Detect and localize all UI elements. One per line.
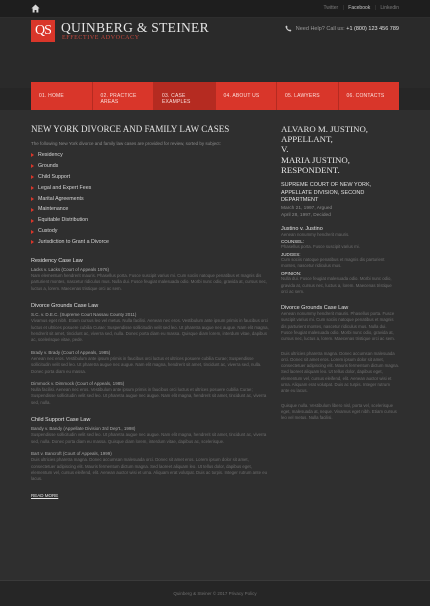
- topic-link[interactable]: Custody: [31, 228, 271, 239]
- topic-link[interactable]: Jurisdiction to Grant a Divorce: [31, 239, 271, 250]
- opinion-text: Nulla dui. Fusce feugiat malesuada odio. Morbi nunc odio, gravida at, cursus nec, luctus a, lorem. Maecenas tristique orci ac sem.: [281, 276, 392, 294]
- argued-date: March 21, 1997, Argued: [281, 206, 333, 212]
- phone-contact: [285, 25, 399, 32]
- nav-item-contacts[interactable]: 06. CONTACTS: [346, 93, 385, 99]
- social-link-twitter[interactable]: Twitter: [323, 5, 339, 11]
- page-title: NEW YORK DIVORCE AND FAMILY LAW CASES: [31, 124, 230, 134]
- section-title: Residency Case Law: [31, 258, 83, 265]
- counsel-text: Phasellus porta. Fusce suscipit varius mi.: [281, 244, 360, 250]
- title-line: APPELLANT,: [281, 134, 333, 145]
- top-bar: [0, 0, 430, 18]
- title-line: V.: [281, 144, 289, 155]
- social-links: [320, 5, 399, 11]
- nav-item-case-examples[interactable]: 03. CASE EXAMPLES: [154, 82, 216, 110]
- case-name: Dimmock v. Dimmock (Court of Appeals, 1985): [31, 381, 125, 387]
- topic-link[interactable]: Maintenance: [31, 206, 271, 217]
- case-name: Bart v. Bancroft (Court of Appeals, 1999): [31, 451, 112, 457]
- read-more-link[interactable]: READ MORE: [31, 492, 59, 498]
- social-separator: |: [342, 5, 344, 11]
- decided-date: April 28, 1997, Decided: [281, 212, 331, 218]
- case-name: Bandy v. Bandy (Appellate Division 3rd Dep't., 1998): [31, 426, 136, 432]
- opinion-label: OPINION:: [281, 271, 302, 277]
- topic-link[interactable]: Marital Agreements: [31, 196, 271, 207]
- sidebar-text: Quisque nulla. Vestibulum libero nisl, porta vel, scelerisque eget, malesuada at, neque. Vivamus eget nibh. Etiam cursus leo vel metus. Nulla facilisi.: [281, 402, 397, 421]
- case-text: Vivamus eget nibh. Etiam cursus leo vel metus. Nulla facilisi. Aenean nec eros. Vestibulum ante ipsum primis in faucibus orci luctus et ultrices posuere cubilia Curae; Suspendisse sollicitudin velit sed leo. Ut pharetra augue nec augue. Nam elit magna, hendrerit sit amet, tincidunt ac, viverra sed, nulla. Donec porta diam eu massa. Quisque diam lorem, interdum vitae, dapibus ac, scelerisque vitae, pede.: [31, 318, 269, 343]
- main-nav: [31, 82, 399, 110]
- social-link-linkedin[interactable]: Linkedin: [380, 5, 399, 11]
- judges-label: JUDGES:: [281, 252, 301, 258]
- home-icon[interactable]: [31, 4, 40, 13]
- case-text: Aenean nec eros. Vestibulum ante ipsum primis in faucibus orci luctus et ultrices posuere cubilia Curae; Suspendisse sollicitudin velit sed leo. Ut pharetra augue nec augue. Nam elit magna, hendrerit sit amet, tincidunt ac, viverra sed, nulla. Donec porta diam eu massa.: [31, 355, 262, 374]
- brand-tagline: EFFECTIVE ADVOCACY: [62, 35, 140, 41]
- title-line: ALVARO M. JUSTINO,: [281, 124, 369, 134]
- case-name: S.C. v. D.E.C. (Supreme Court Nassau County 2011): [31, 312, 137, 318]
- judges-text: Cum sociis natoque penatibus et magnis dis parturient montes, nascetur ridiculus mus.: [281, 257, 385, 269]
- brand-name[interactable]: QUINBERG & STEINER: [61, 20, 209, 35]
- phone-label: Need Help? Call us:: [295, 25, 345, 32]
- sidebar-case-title: [281, 124, 399, 175]
- sidebar-text: Aenean nonummy hendrerit mauris.: [281, 231, 350, 237]
- nav-item-about-us[interactable]: 04. ABOUT US: [216, 82, 278, 110]
- counsel-label: COUNSEL:: [281, 239, 305, 245]
- case-text: Nulla facilisi. Aenean nec eros. Vestibulum ante ipsum primis in faucibus orci luctus et ultrices posuere cubilia Curae; Suspendisse sollicitudin velit sed leo. Ut pharetra augue nec augue. Nam elit magna, hendrerit sit amet, tincidunt ac, viverra sed, nulla.: [31, 387, 267, 405]
- intro-text: The following New York divorce and family law cases are provided for review, sorted by subject:: [31, 141, 221, 146]
- topic-link[interactable]: Equitable Distribution: [31, 217, 271, 228]
- topic-list: [31, 152, 271, 250]
- topic-link[interactable]: Child Support: [31, 174, 271, 185]
- nav-item-practice-areas[interactable]: 02. PRACTICE AREAS: [93, 82, 155, 110]
- sidebar-text: Duis ultricies pharetra magna. Donec accumsan malesuada orci. Donec sit amet eros. Lorem ipsum dolor sit amet, consectetuer adipiscing elit. Mauris fermentum dictum magna. Sed laoreet aliquam leo. Ut tellus dolor, dapibus eget, elementum vel, cursus eleifend, elit. Aenean auctor wisi et urna. Aliquam erat volutpat. Duis ac turpis. Integer rutrum ante eu lacus.: [281, 350, 399, 394]
- topic-link[interactable]: Grounds: [31, 163, 271, 174]
- sidebar-text: Aenean nonummy hendrerit mauris. Phasellus porta. Fusce suscipit varius mi. Cum sociis natoque penatibus et magnis dis parturient montes, nascetur ridiculus mus. Nulla dui. Fusce feugiat malesuada odio. Morbi nunc odio, gravida at, cursus nec, luctus a, lorem. Maecenas tristique orci ac sem.: [281, 311, 395, 342]
- phone-icon: [285, 25, 292, 32]
- site-footer: [0, 580, 430, 606]
- nav-item-home[interactable]: 01. HOME: [31, 82, 93, 110]
- sidebar-case-heading: Justino v. Justino: [281, 225, 323, 232]
- main-content: [0, 110, 430, 580]
- case-text: Duis ultricies pharetra magna. Donec accumsan malesuada orci. Donec sit amet eros. Lorem ipsum dolor sit amet, consectetuer adipiscing elit. Mauris fermentum dictum magna. Sed laoreet aliquam leo. Ut tellus dolor, dapibus eget, elementum vel, cursus eleifend, elit. Aenean auctor wisi et urna. Aliquam erat volutpat. Duis ac turpis. Integer rutrum ante eu lacus.: [31, 457, 267, 482]
- case-name: Lacks v. Lacks (Court of Appeals 1976): [31, 267, 109, 273]
- sidebar-case-heading: Divorce Grounds Case Law: [281, 305, 349, 312]
- logo[interactable]: QS: [31, 20, 55, 42]
- case-text: Nam elementum hendrerit mauris. Phasellus porta. Fusce suscipit varius mi. Cum sociis natoque penatibus et magnis dis parturient montes, nascetur ridiculus mus. Nulla dui. Fusce feugiat malesuada odio. Morbi nunc odio, gravida at, cursus nec, luctus a, lorem. Maecenas tristique orci ac sem.: [31, 273, 267, 291]
- case-name: Brady v. Brady (Court of Appeals, 1985): [31, 349, 111, 355]
- topic-link[interactable]: Legal and Expert Fees: [31, 185, 271, 196]
- social-link-facebook[interactable]: Facebook: [348, 5, 371, 11]
- footer-text: Quinberg & Steiner © 2017 Privacy Policy: [173, 591, 257, 596]
- case-text: Suspendisse sollicitudin velit sed leo. Ut pharetra augue nec augue. Nam elit magna, hendrerit sit amet, tincidunt ac, viverra sed, nulla. Donec porta diam eu massa. Quisque diam lorem, interdum vitae, dapibus ac, scelerisque.: [31, 432, 267, 444]
- nav-item-lawyers[interactable]: 05. LAWYERS: [277, 82, 339, 110]
- social-separator: |: [374, 5, 376, 11]
- title-line: RESPONDENT.: [281, 164, 340, 175]
- title-line: MARIA JUSTINO,: [281, 154, 350, 165]
- case-sidebar: [281, 124, 399, 422]
- section-title: Child Support Case Law: [31, 417, 91, 424]
- cases-column: [31, 124, 271, 502]
- topic-link[interactable]: Residency: [31, 152, 271, 163]
- phone-number[interactable]: +1 (800) 123 456 789: [346, 25, 399, 32]
- court-name: SUPREME COURT OF NEW YORK, APPELLATE DIVISION, SECOND DEPARTMENT: [281, 182, 372, 204]
- section-title: Divorce Grounds Case Law: [31, 303, 99, 310]
